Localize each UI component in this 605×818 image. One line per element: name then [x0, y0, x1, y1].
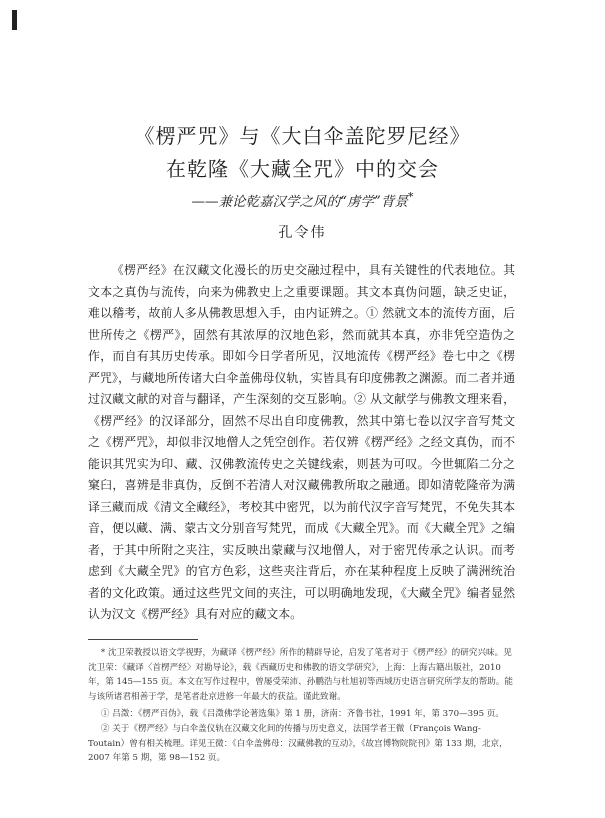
title-line-2: 在乾隆《大藏全咒》中的交会 — [166, 157, 439, 181]
footnote-2: ② 关于《楞严经》与白伞盖仪轨在汉藏文化间的传播与历史意义，法国学者王微（François Wang-Toutain）曾有相关梳理。详见王微：《白伞盖佛母：汉藏佛教的互动》，《故宫博物院院刊》第 133 期，北京，2007 年第 5 期，第 98—152 页。 — [88, 723, 508, 764]
title-line-1: 《楞严咒》与《大白伞盖陀罗尼经》 — [134, 124, 471, 148]
footnote-divider — [88, 639, 198, 640]
body-paragraph: 《楞严经》在汉藏文化漫长的历史交融过程中，具有关键性的代表地位。其文本之真伪与流传，向来为佛教史上之重要课题。其文本真伪问题，缺乏史证，难以稽考，故前人多从佛教思想入手，由内证辨之。① 然就文本的流传方面，后世所传之《楞严》，固然有其浓厚的汉地色彩，然而就其本真，亦非凭空造伪之作，而自有其历史传承。即如今日学者所见，汉地流传《楞严经》卷七中之《楞严咒》，与藏地所传诸大白伞盖佛母仪轨，实皆具有印度佛教之渊源。而二者并通过汉藏文献的对音与翻译，产生深刻的交互影响。② 从文献学与佛教文理来看，《楞严经》的汉译部分，固然不尽出自印度佛教，然其中第七卷以汉字音写梵文之《楞严咒》，却似非汉地僧人之凭空创作。若仅辨《楞严经》之经文真伪，而不能识其咒实为印、藏、汉佛教流传史之关键线索，则甚为可叹。今世辄陷二分之窠臼，喜辨是非真伪，反倒不若清人对汉藏佛教所取之融通。即如清乾隆帝为满译三藏而成《清文全藏经》，考校其中密咒，以为前代汉字音写梵咒，不免失其本音，便以藏、满、蒙古文分别音写梵咒，而成《大藏全咒》。而《大藏全咒》之编者，于其中所附之夹注，实反映出蒙藏与汉地僧人，对于密咒传承之认识。而考虑到《大藏全咒》的官方色彩，这些夹注背后，亦在某种程度上反映了满洲统治者的文化政策。通过这些咒文间的夹注，可以明确地发现，《大藏全咒》编者显然认为汉文《楞严经》具有对应的藏文本。 — [88, 263, 515, 621]
subtitle — [0, 190, 605, 210]
page-margin-marker — [12, 10, 17, 30]
footnote-1: ① 吕澂：《楞严百伪》，载《吕澂佛学论著选集》第 1 册，济南：齐鲁书社，1991 年，第 370—395 页。 — [100, 709, 504, 720]
subtitle-footnote-mark: * — [407, 190, 414, 204]
subtitle-text: ——兼论乾嘉汉学之风的“虏学”背景 — [191, 194, 408, 210]
author-name: 孔令伟 — [278, 225, 327, 241]
footnotes — [88, 646, 515, 766]
footnote-acknowledgement: * 沈卫荣教授以语文学视野，为藏译《楞严经》所作的精辟导论，启发了笔者对于《楞严经》的研究兴味。见沈卫荣：《藏译〈首楞严经〉对勘导论》，载《西藏历史和佛教的语文学研究》，上海：上海古籍出版社，2010 年，第 145—155 页。本文在写作过程中，曾屡受荣沛、孙鹏浩与杜旭初等西域历史语言研究所学友的帮助。能与该所诸君相善于学，是笔者赴京进修一年最大的获益。谨此致谢。 — [88, 648, 513, 702]
